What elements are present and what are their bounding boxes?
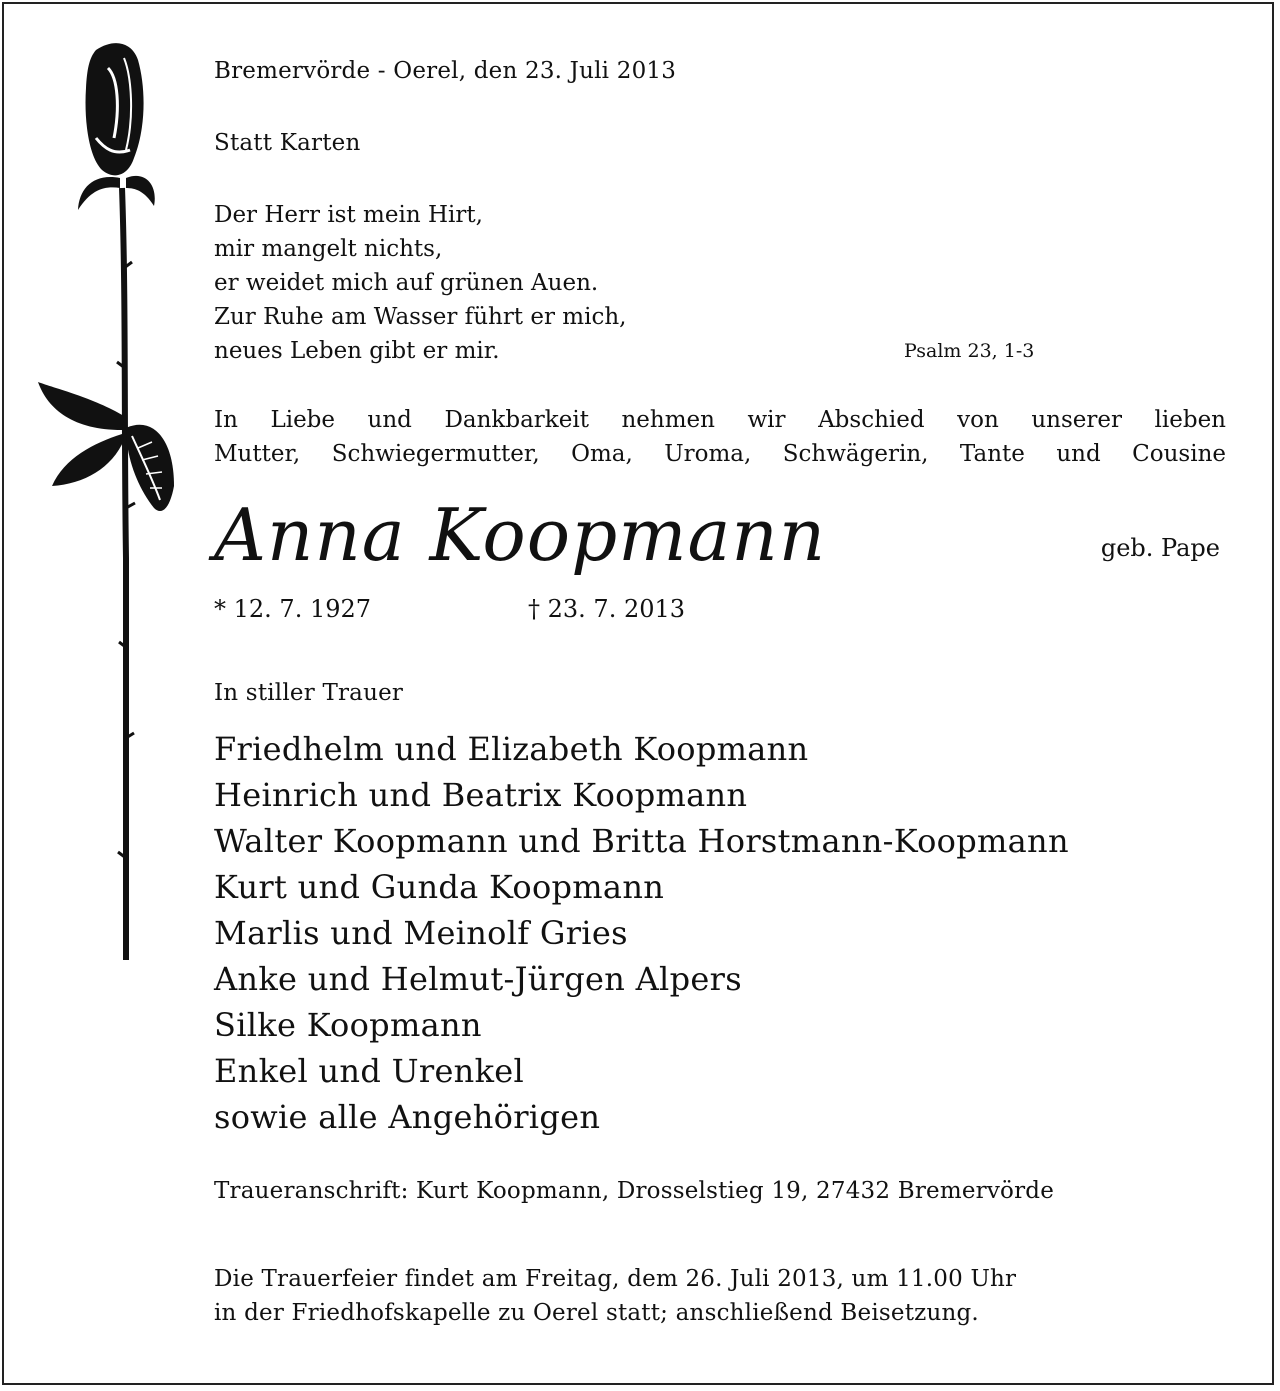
mourners-list bbox=[214, 726, 1226, 1140]
list-item: Enkel und Urenkel bbox=[214, 1052, 525, 1090]
psalm-verse bbox=[214, 198, 1226, 368]
psalm-reference: Psalm 23, 1-3 bbox=[904, 340, 1035, 362]
deceased-name-line bbox=[214, 488, 1226, 583]
verse-line: neues Leben gibt er mir. bbox=[214, 338, 500, 364]
intro-text bbox=[214, 403, 1226, 471]
maiden-name: geb. Pape bbox=[1100, 534, 1220, 562]
deceased-name: Anna Koopmann bbox=[214, 493, 827, 577]
list-item: Heinrich und Beatrix Koopmann bbox=[214, 776, 748, 814]
death-date: † 23. 7. 2013 bbox=[528, 595, 686, 623]
ceremony-line: in der Friedhofskapelle zu Oerel statt; anschließend Beisetzung. bbox=[214, 1300, 979, 1326]
list-item: Marlis und Meinolf Gries bbox=[214, 914, 628, 952]
list-item: Anke und Helmut-Jürgen Alpers bbox=[214, 960, 742, 998]
ceremony-line: Die Trauerfeier findet am Freitag, dem 26. Juli 2013, um 11.00 Uhr bbox=[214, 1266, 1017, 1292]
verse-line: Der Herr ist mein Hirt, bbox=[214, 202, 483, 228]
statt-karten: Statt Karten bbox=[214, 130, 361, 156]
birth-date: * 12. 7. 1927 bbox=[214, 595, 372, 623]
intro-line: In Liebe und Dankbarkeit nehmen wir Abschied von unserer lieben bbox=[214, 407, 1226, 433]
ceremony-info bbox=[214, 1262, 1226, 1330]
verse-line: er weidet mich auf grünen Auen. bbox=[214, 270, 599, 296]
list-item: Friedhelm und Elizabeth Koopmann bbox=[214, 730, 809, 768]
list-item: Walter Koopmann und Britta Horstmann-Koopmann bbox=[214, 822, 1069, 860]
verse-line: mir mangelt nichts, bbox=[214, 236, 443, 262]
verse-line: Zur Ruhe am Wasser führt er mich, bbox=[214, 304, 627, 330]
intro-line: Mutter, Schwiegermutter, Oma, Uroma, Schwägerin, Tante und Cousine bbox=[214, 441, 1226, 467]
mourning-address: Traueranschrift: Kurt Koopmann, Drosselstieg 19, 27432 Bremervörde bbox=[214, 1178, 1055, 1204]
list-item: Silke Koopmann bbox=[214, 1006, 482, 1044]
mourners-heading: In stiller Trauer bbox=[214, 680, 404, 706]
place-date: Bremervörde - Oerel, den 23. Juli 2013 bbox=[214, 58, 677, 84]
list-item: Kurt und Gunda Koopmann bbox=[214, 868, 665, 906]
rose-icon bbox=[34, 38, 184, 960]
list-item: sowie alle Angehörigen bbox=[214, 1098, 601, 1136]
